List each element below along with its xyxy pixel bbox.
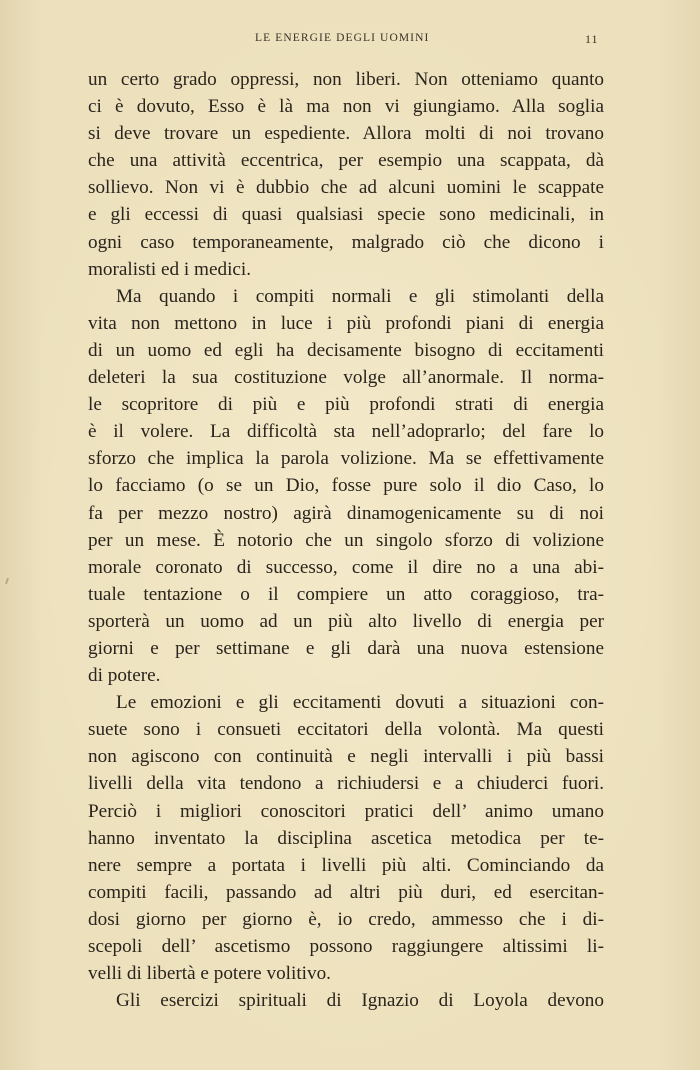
text-line: morale coronato di successo, come il dire no a una abi-: [88, 556, 604, 578]
text-line: suete sono i consueti eccitatori della volontà. Ma questi: [88, 719, 604, 741]
text-line: per un mese. È notorio che un singolo sforzo di volizione: [88, 529, 604, 551]
text-line: di potere.: [88, 665, 161, 687]
text-line: Ma quando i compiti normali e gli stimolanti della: [116, 285, 604, 307]
text-line: vita non mettono in luce i più profondi piani di energia: [88, 312, 604, 334]
text-line: tuale tentazione o il compiere un atto coraggioso, tra-: [88, 583, 604, 605]
text-line: si deve trovare un espediente. Allora molti di noi trovano: [88, 123, 604, 145]
paper-speck: [5, 578, 9, 584]
text-line: lo facciamo (o se un Dio, fosse pure solo il dio Caso, lo: [88, 475, 604, 497]
text-line: compiti facili, passando ad altri più duri, ed esercitan-: [88, 881, 604, 903]
text-line: è il volere. La difficoltà sta nell’adoprarlo; del fare lo: [88, 421, 604, 443]
text-line: sporterà un uomo ad un più alto livello di energia per: [88, 610, 604, 632]
text-line: hanno inventato la disciplina ascetica metodica per te-: [88, 827, 604, 849]
text-line: un certo grado oppressi, non liberi. Non otteniamo quanto: [88, 69, 604, 90]
text-line: moralisti ed i medici.: [88, 258, 252, 280]
text-line: fa per mezzo nostro) agirà dinamogenicamente su di noi: [88, 502, 604, 524]
running-head: [0, 30, 700, 50]
text-line: Perciò i migliori conoscitori pratici dell’ animo umano: [88, 800, 604, 822]
text-line: le scopritore di più e più profondi strati di energia: [88, 394, 604, 416]
text-line: e gli eccessi di quasi qualsiasi specie sono medicinali, in: [88, 204, 604, 226]
text-line: Gli esercizi spirituali di Ignazio di Loyola devono: [116, 990, 604, 1012]
text-line: sollievo. Non vi è dubbio che ad alcuni uomini le scappate: [88, 177, 604, 199]
text-line: giorni e per settimane e gli darà una nuova estensione: [88, 637, 604, 659]
page-number: 11: [585, 32, 599, 46]
text-line: dosi giorno per giorno è, io credo, ammesso che i di-: [88, 908, 604, 930]
text-line: scepoli dell’ ascetismo possono raggiungere altissimi li-: [88, 936, 604, 957]
text-line: nere sempre a portata i livelli più alti. Cominciando da: [88, 854, 604, 876]
text-line: deleteri la sua costituzione volge all’anormale. Il norma-: [88, 367, 604, 389]
text-line: ogni caso temporaneamente, malgrado ciò che dicono i: [88, 231, 604, 253]
text-line: di un uomo ed egli ha decisamente bisogno di eccitamenti: [88, 339, 604, 361]
text-line: livelli della vita tendono a richiudersi e a chiuderci fuori.: [88, 773, 604, 795]
text-line: non agiscono con continuità e negli intervalli i più bassi: [88, 746, 604, 768]
text-line: ci è dovuto, Esso è là ma non vi giungiamo. Alla soglia: [88, 96, 604, 118]
text-line: velli di libertà e potere volitivo.: [88, 963, 331, 985]
body-text: [88, 66, 604, 1014]
text-line: Le emozioni e gli eccitamenti dovuti a situazioni con-: [116, 692, 604, 714]
running-title: LE ENERGIE DEGLI UOMINI: [255, 32, 430, 44]
text-line: che una attività eccentrica, per esempio una scappata, dà: [88, 150, 604, 172]
text-line: sforzo che implica la parola volizione. Ma se effettivamente: [88, 448, 604, 470]
